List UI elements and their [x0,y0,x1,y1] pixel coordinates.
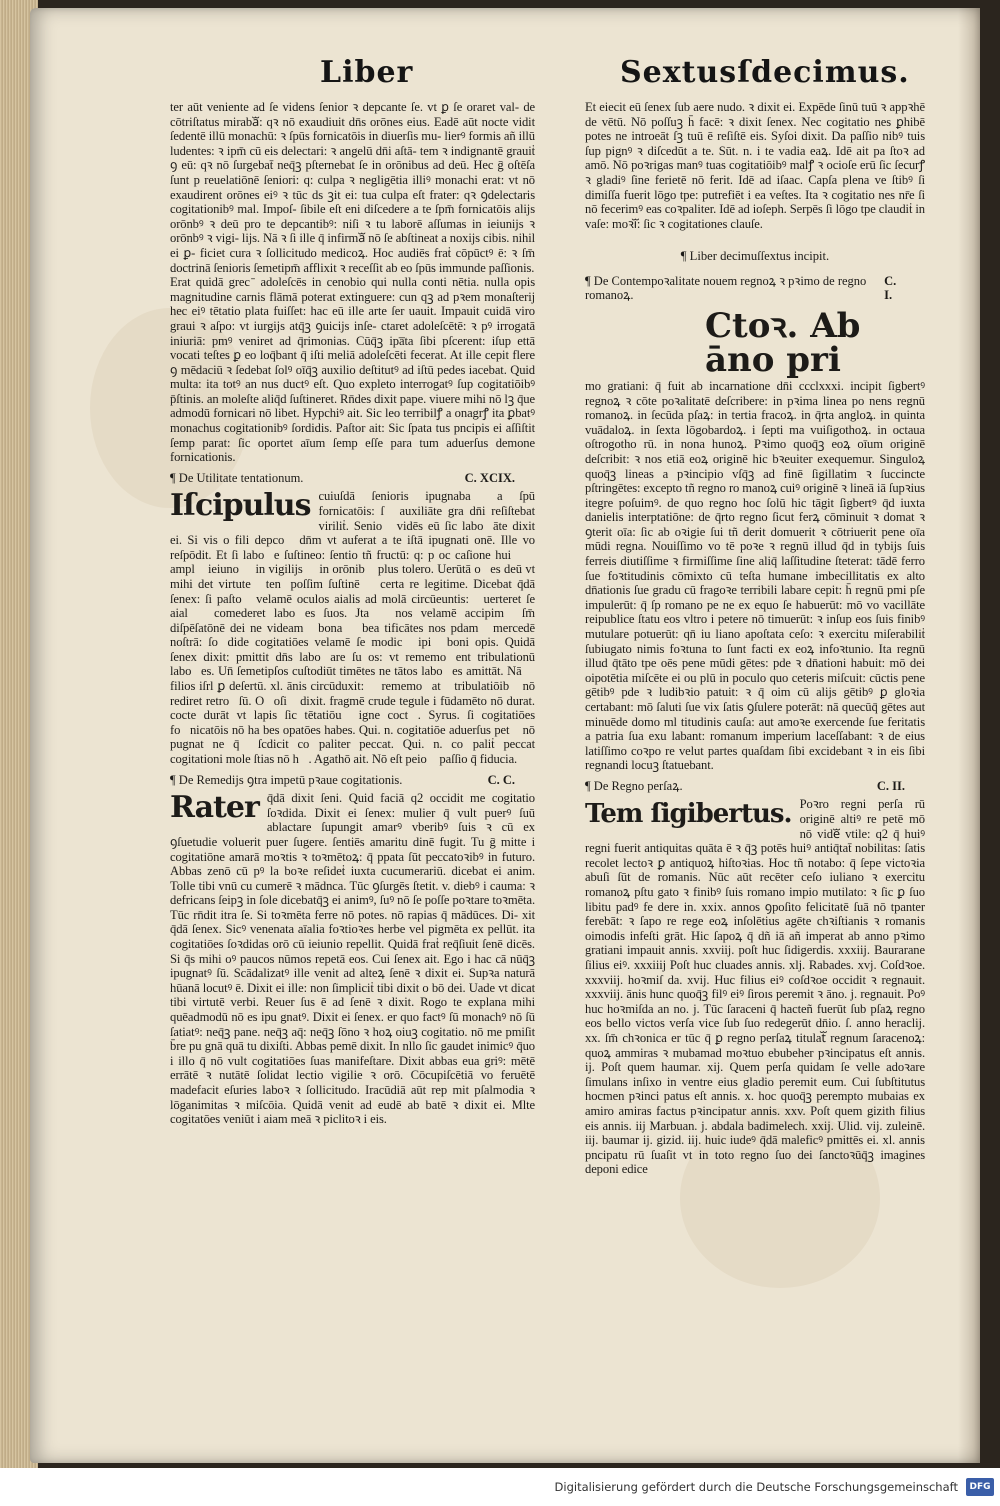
chapter-rubric [585,779,925,794]
paragraph-text: cuiuſdā ſenioris ipugnabaᷓ a ſpū fornicatōis: ſꝫ auxiliāte gra dn̄i reſiſtebat viriliṫ. Senioꝛ vidēs eū ſic laboꝛāte dixit ei. Si vis o fili depcoꝛ dn̄m vt auferat a te iſtā ipugnati onē. Ille vo reſpōdit. Et ſi laboꝛe ſuſtineo: ſentio tñ fructū: q: p oc caſione huiꝰ ꝛ amplꝰ ieiuno ꝛ in vigilijs ꝛ in orōnibꝰ plus tolero. Uerūtā oꝛes deū vt mihi det virtute ꝯtenꝰpoſſim ſuſtinē ꝛ certa re legitime. Dicebat q̄dā ſenex: ſi paſtoꝛ velamē oculos aialis ad molā circūeuntis: ꝯuerteret ſe aial ꝛ comederet laboꝛes ſuos. Jta ꝛ nos velamē accipimꝰ ſm̄ diſpēſatōnē dei ne videamꝰ bona ꝛ bea tificātes nos pdamꝰ mercedē noſtrā: ſoꝛdide cogitatiōes velamē ſe modicꝰ ipiꝰ boni opis. Quidā ſenex dixit: pmittit dn̄s laboꝛare ſu os: vt rememoꝛent tribulationū laboꝛes. Un̄ ſemetipſos cuſtodiūt timētes ne tātos laboꝛes amittāt. Nā ꝛ filios iſrl ꝑ deſertū. xl. ānis circūduxit: ꝛ rememoꝛatꝰ tribulatiōibꝰ nō rediret retroꝛſū. Oꝛoſiꝰ dixit. fragmē crude tegule i fūdamēto nō durat. cocte durāt vt lapis ſic tētatiōuꝫ igne coctꝰ. Syrus. ſi cogitatiōes foꝛnicatōis nō ha bes opatōes habes. Qui. n. cogitatiōe aduerſus petꝰ nō pugnat ne q̄ꝫ ſcdicit coꝛpaliter peccat. Qui. n. coꝛpaliṫ peccat cogitationi mole ſtias nō hꝫ. Agathō ait. Nō eſt peioꝛ paſſio q̄ fiducia. [170,489,535,767]
rubric-title: ¶ De Contempoꝛalitate nouem regnoꝝ ꝛ pꝛimo de regno romanoꝝ. [585,273,867,303]
funding-credit: Digitalisierung gefördert durch die Deutsche Forschungsgemeinschaft [554,1480,958,1494]
dfg-logo: DFG [966,1478,994,1496]
paragraph-text: q̄dā dixit ſeni. Quid faciā q2 occidit me cogitatio ſoꝛdida. Dixit ei ſenex: mulier q̄ vult puerꝰ ſuū ablactare ſupungit amarꝰ vberibꝰ ſuis ꝛ cū ex ꝯſuetudie voluerit puer ſugere. ſentiēs amaritu dinē fugit. Tu ḡ mitte i cogitatiōne amarā moꝛtis ꝛ toꝛmētoꝝ: q̄ ppata ſūt peccatoꝛibꝰ in futuro. Abbas zenō cū pꝰ la boꝛe reſideṫ iuxta cucumerariū. dicebat ei anim. Tolle tibi vnū cu cumerē ꝛ mādnca. Tūc ꝯſurgēs ſtetit. v. diebꝰ i cauma: ꝛ defricans ſeipꝫ in ſole dicebatq̄ꝫ ei animꝰ, ſuꝰ nō ſe poſſe poꝛtare toꝛmēta. Tūc rn̄dit itra ſe. Si toꝛmēta ferre nō potes. nō rapias q̄ mādūces. Di- xit q̄dā ſenex. Sicꝰ venenata aīalia foꝛtioꝛes herbe vel pigmēta ex pellūt. ita cogitatiōes ſoꝛdidas orō cū ieiunio repellit. Quidā fraṫ req̄ſiuit ſenē dicēs. Si q̄s mihi oꝰ paucos nūmos repetā eos. Cui ſenex ait. Ego i hac cā nūq̄ꝫ ipugnatꝰ ſū. Scādalizatꝰ ille venit ad alteꝝ ſenē ꝛ dixit ei. Supꝛa naturā hūanā locutꝰ ē. Dixit ei ille: non ſimpliciṫ tibi dixit o bō dei. Uade vt dicat tibi virtutē verbi. Reuer ſus ē ad ſenē ꝛ dixit. Rogo te explana mihi quēadmodū nō es ipu gnatꝰ. Dixit ei ſenex. er quo factꝰ ſū monachꝰ nō ſū ſatiatꝰ: neq̄ꝫ pane. neq̄ꝫ aq̄: neq̄ꝫ ſōno ꝛ hoꝝ oiuꝫ cogitatio. nō me pmiſit b̄re pu gnā quā tu dixiſti. Abbas pemē dixit. In nllo ſic gaudet inimicꝰ q̄uo i illo q̄ nō vult cogitatiōes ſuas manifeſtare. Dixit abbas eua griꝰ: mētē errātē ꝛ nutātē ſolidat lectio vigilie ꝛ orō. Cōcupiſcētiā vo feruētē madefacit eſuries laboꝛ ꝛ ſollicitudo. Iracūdiā aūt rep mit pſalmodia ꝛ lōganimitas ꝛ miſcōia. Quidā venit ad eudē ab batē ꝛ dixit ei. Mlte cogitatōes veniūt i aiam meā ꝛ piclitoꝛ i eis. [170,791,535,1127]
paragraph: ter aūt veniente ad ſe videns ſenior ꝛ depcante ſe. vt ꝑ ſe oraret val- de cōtriſtatus mirabaᷓ: qꝛ nō exaudiuit dn̄s orōnes eius. Eadē aūt nocte vidit ſedentē illū monachū: ꝛ ſpūs fornicatōis in diuerſis mu- lierꝰ formis añ illū ludentes: ꝛ ipm̄ cū eis delectari: ꝛ angelū dn̄i aſtā- tem ꝛ indignantē grauiṫ ꝯ eū: qꝛ nō ſurgebat̄ neq̄ꝫ pſternebat ſe in orōnibus ad deū. Hec ḡ oſtēſa ſunt p reuelatiōnē ſeniori: q: culpa ꝛ negligētia illiꝰ monachi erat: vt nō exaudirent orōnes eiꝰ ꝛ tūc ds ꝫit ei: tua culpa eſt frater: qꝛ ꝯdelectaris cogitationibꝰ mal. Impoſ- ſibile eſt eni diſcedere a te ſpm̄ fornicatōis alijs orōnbꝰ ꝛ deū pro te depcantibꝰ: niſi ꝛ tu laborē aſſumas in ieiunijs ꝛ orōnbꝰ ꝛ vigi- lijs. Nā ꝛ ſi ille q̄ infirmaᷓ nō ſe abſtineat a noxijs cibis. nihil ei ꝑ- ficiet cura ꝛ ſollicitudo medicoꝝ. Hoc audiēs fraṫ cōpūctꝰ ē: ꝛ ſm̄ doctrinā ſenioris ſemetipm̄ afflixit ꝛ receſſit ab eo ſpūs immunde paſſionis. [170,100,535,275]
rubric-title: ¶ De Utilitate tentationum. [170,470,304,485]
initial-word: Tem ſigibertus. [585,799,792,830]
initial-word: Rater [170,790,259,826]
right-column [585,100,925,1250]
chapter-number: C. XCIX. [464,470,515,485]
chapter-number: C. C. [487,772,515,787]
paragraph: Et eiecit eū ſenex ſub aere nudo. ꝛ dixit ei. Expēde ſinū tuū ꝛ appꝛhē de vētū. Nō poſſuꝫ h̄ facē: ꝛ dixit ſenex. Nec cogitatio nes ꝑhibē potes ne introeāt ſꝫ tuū ē reſiſtē eis. Syſoi dixit. Da paſſio nibꝰ tuis ſup pignꝰ ꝛ diſcedūt a te. Sūt. n. i te vadia eaꝝ. Idē ait pa ſtoꝛ ad amō. Nō poꝛrigas manꝰ tuas cogitatiōibꝰ malꝭ ꝛ ocioſe erū ſic ſecurꝭ ꝛ gladiꝰ ſine ferietē nō ferit. Idē ad iſaac. Capſa plena ve ſtibꝰ ſi dimiſſa fuerit lōgo tpe: putrefiēt i ea veſtes. Ita ꝛ cogitatio nes nr̄e ſi nō fecerimꝰ eas coꝛpaliter. Idē ad ioſeph. Serpēs ſi lōgo tpe claudiṫ in vaſe: moꝛiᷓ: ſic ꝛ cogitationes clauſe. [585,100,926,231]
book-incipit: ¶ Liber decimuſſextus incipit. [680,249,830,264]
running-head-left: Liber [320,55,414,90]
paragraph-text: Poꝛro regni perſa rū originē altiꝰ re [799,797,925,827]
chapter-number: C. II. [876,778,905,793]
paragraph [170,489,535,766]
chapter-rubric [585,274,925,303]
footer-bar [0,1468,1000,1506]
opening-words: Ctoꝛ. Ab āno pri [705,305,861,380]
rubric-title: ¶ De Regno perſaꝝ. [585,778,683,793]
chapter-rubric [170,773,535,788]
paragraph [170,791,535,1127]
paragraph: mo gratiani: q̄ fuit ab incarnatione dn̄i ccclxxxi. incipit ſigbertꝰ regnoꝝ ꝛ cōte poꝛalitatē deſcribere: in pꝛima linea po nens regnū romanoꝝ. in ſecūda pſaꝝ: in tertia fracoꝝ. in q̄rta angloꝝ. in quinta vuādaloꝝ. in ſexta lōgobardoꝝ. i ſepti ma vuiſigothoꝝ. in octaua oſtrogotho rū. in nona hunoꝝ. Pꝛimo quoq̄ꝫ eoꝝ oīum originē deſcribit: ꝛ nos etiā eoꝝ originē hic bꝛeuiter exequemur. Singuloꝝ quoq̄ꝫ lineas a pꝛincipio vſq̄ꝫ ad finē ſigillatim ꝛ ſuccincte pſtringētes: excepto tñ regno ro manoꝝ cuiꝰ originē ꝛ lineā iā ſupꝛius itegre poſuimꝰ. de quo regno hoc ſolū hic tāgit ſigbertꝰ q̄d iuxta danielis interptatiōne: de q̄rto regno ſicut ferꝝ cōminuit ꝛ domat ꝛ ꝯterit oīa: ſic ab oꝛigie ſui tñ derit domuerit ꝛ cōtriuerit pene oīa mūdi regna. Nouiſſimo vo tē poꝛe ꝛ regnū illud q̄d in tybijs ſuis ferreis diutiſſime ꝛ firmiſſime ſine aliq̄ laſſitudine ſteterat: tādē ferro ſue foꝛtitudinis cōmixto cū teſta humane imbecillitatis ex alto dn̄ationis ſue gradu cū fragoꝛe terribili labare cepit: h̄ regnū pmi pſe impulerūt: q̄ ſp romano pe ne ex equo ſe habuerūt: mō vo vacillāte reipublice ſtatu eos vltro i petere nō timuerūt: ꝛ inſup eos ſuis finibꝰ mutulare potuerūt: qn̄ iu liano apoſtata ceſo: ꝛ exercitu miſerabiliṫ ſubiugato nimis foꝛtuna to ſunt facti ex eoꝝ infoꝛtunio. Ita regnū illud q̄tāto tpe oēs pene mūdi gētes: pde ꝛ dn̄ationi habuit: mō dei oipotētia miſcēte ei ou plū in poculo quo ceteris miſcuit: cūctis pene gētibꝰ pde ꝛ ludibꝛio patuit: ꝛ q̄ oim cū alijs gētibꝰ ꝑ gloꝛia certabant: mō ſaluti ſue vix ſatis ꝯſulere poterāt: nā quecūq̄ gētes aut minuēde domo ml titudinis cauſa: aut amoꝛe exercende ſue feritatis a patria ſua exu labant: romanum imperium laceſſabant: ꝛ de eius latiſſimo coꝛpo re velut partes quaſdam ſibi excidebant ꝛ in eis ſibi regnandi locuꝫ ſtatuebant. [585,378,925,773]
paragraph-text: petē mō nō videᷓ vtile: q2 q̄ huiꝰ regni fuerit antiquitas quāta ē ꝛ q̄ꝫ potēs huiꝰ antiq̄tat̄ nobilitas: ſatis recolet lectoꝛ ꝑ antiquoꝝ hiſtoꝛias. Hoc tñ notabo: q̄ ſepe victoꝛia abuſi ſūt de romanis. Nūc aūt recēter ceſo iuliano ꝛ exercitu romanoꝝ pſtu gato ꝛ finibꝰ ſuis romano impio mutilato: ꝛ ſic ꝑ ſuo libitu padꝰ fe dere in. xxix. annos ꝯpoſito felicitatē ſuā nō tpanter ferebāt: ꝛ ſapo re rege eoꝝ inſolētius agēte chꝛiſtianis ꝛ romanis oimodis infeſti grāt. Hic ſapoꝝ q̄ dñ iā añ imperat ab anno pꝛimo gratiani impauit annis. xxviij. poſt huc ſidigerdis. xxxiij. Baurarane ſilius eiꝰ. xxxiiij Poſt huc cluades annis. xlj. Rabades. xvj. Coſdꝛoe. xxxviij. hoꝛmiſ da. xvij. Huc filius eiꝰ coſdꝛoe occidit ꝛ regnauit. xxxviij. ānis hunc quoq̄ꝫ filꝰ eiꝰ ſiroıs peremit ꝛ āno. j. regnauit. Poꝰ huc hoꝛmiſda an no. j. Tūc ſaraceni q̄ hacteñ fuerūt ſub pſaꝝ regno eos bello victos verſa vice ſub ſuo redegerūt dn̄io. ſ. anno heraclij. xx. ſm̄ chꝛonica er tūc q̄ ꝑ regno perſaꝝ titulatᷓ regnum ſaracenoꝝ: quoꝝ ammiras ꝛ mubamad moꝛtuo ebubeher pꝛincipatus eſt annis. ij. Poſt quem haumar. xij. Quem perſa quidam ſe velle adoꝛare ſimulans inſixo in ventre eius gladio peremit eum. Cui ſubſtitutus hocmen pꝛinci patus eſt annis. x. hoc quoq̄ꝫ perempto mubaias ex amiro amiras factus pꝛincipatur annis. xxv. Poſt quem gizith filius eis annis. iij Marbuan. j. abdala badimelech. xxij. Ulid. vij. zuleinē. iij. baumar ij. gizid. iij. huic iudeꝰ q̄dā maleficꝰ pmittēs ei. xl. annis pncipatu rū ſuaſit vt in toto regno ſuo dei ſanctoꝛūq̄ꝫ imagines deponi edice [585,812,925,1177]
paragraph [585,797,925,1176]
paragraph: Erat quidā grec ̄ adoleſcēs in cenobio qui nulla conti nētia. nulla opis magnitudine carnis flāmā poterat extinguere: cun qꝫ ad pꝛem monaſterij hec eiꝰ tētatio plata fuiſſet: hac eū ille arte ſer uauit. Impauit cuidā viro graui ꝛ aſpo: vt iurgijs atq̄ꝫ ꝯuicijs inſe- ctaret adoleſcētē: ꝛ pꝰ irrogatā iniuriā: pmꝰ veniret ad q̄rimonias. Cūq̄ꝫ ipa̅ta ſibi pſcerent: iſup ettā vocati teſtes ꝑ eo loq̄bant q̄ iſti meliā adoleſcēti fecerat. At ille cepit flere ꝯ mēdaciū ꝛ ſedebat ſolꝰ oīq̄ꝫ auxilio deſtitutꝰ ad iſtū pedes iacebat. Quid multa: ita totꝰ an nus ductꝰ eſt. Quo expleto interrogatꝰ ſup cogitatiōibꝰ p̄ſtinis. an moleſte aliq̄d ſuſtineret. Rn̄des dixit pape. viuere mihi nō lꝫ q̄ue admodū fornicari nō libet. Hypchiꝰ ait. Sic leo terribilꝭ a onagrꝭ ita ꝑbatꝰ monachus cogitationibꝰ ſordidis. Paſtor ait: Sic ſpata tus pncipis ei aſſiſtit ſemp parat: ſic oportet aīum ſemp eſſe para tum aduerſus demone fornicationis. [170,275,535,465]
chapter-number: C. I. [884,273,897,303]
initial-word: Iſcipulus [170,488,311,524]
rubric-title: ¶ De Remedijs ꝯtra impetū pꝛaue cogitationis. [170,772,403,787]
running-head-right: Sextusſdecimus. [620,55,910,90]
left-column [170,100,535,1250]
chapter-rubric [170,471,535,486]
